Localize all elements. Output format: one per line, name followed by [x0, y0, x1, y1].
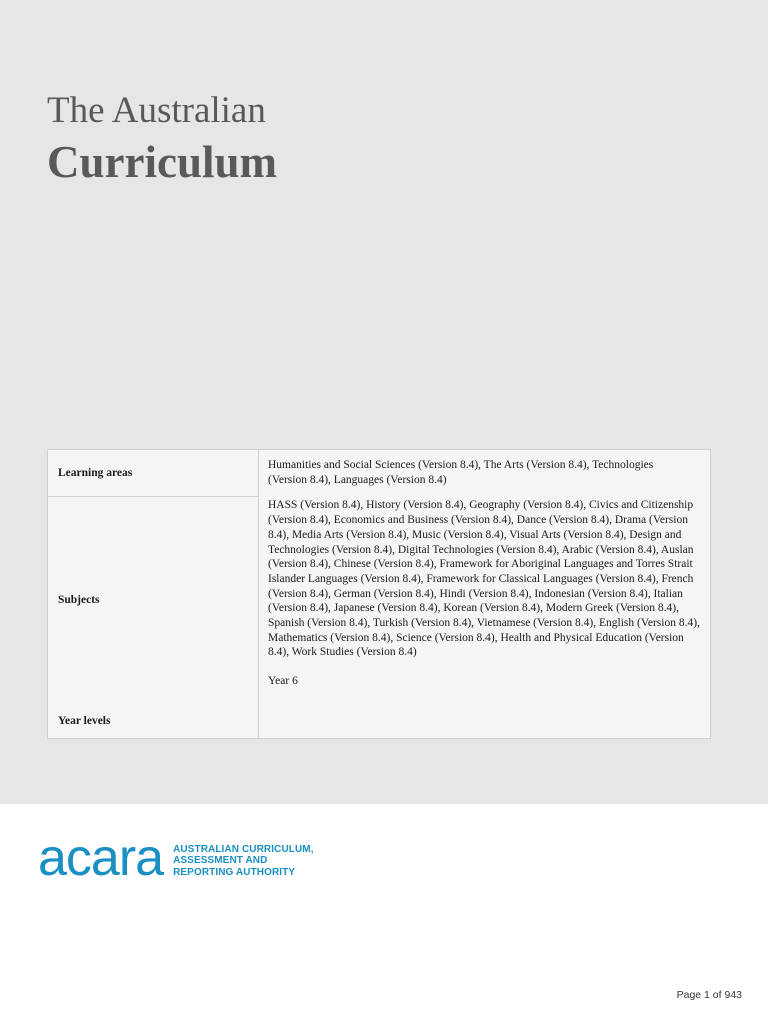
logo-tagline-line-2: ASSESSMENT AND [173, 855, 268, 867]
values-cell [259, 450, 711, 739]
acara-logo [38, 829, 314, 887]
page-number: Page 1 of 943 [676, 989, 742, 1001]
title-line-1: The Australian [47, 90, 266, 131]
logo-tagline-line-1: AUSTRALIAN CURRICULUM, [173, 843, 314, 855]
table-row-learning-areas [48, 450, 711, 497]
learning-areas-label: Learning areas [48, 450, 259, 497]
logo-tagline [173, 844, 314, 879]
curriculum-info-table [47, 449, 711, 739]
subjects-value: HASS (Version 8.4), History (Version 8.4), Geography (Version 8.4), Civics and Citizenship (Version 8.4), Economics and Business (Version 8.4), Dance (Version 8.4), Drama (Version 8.4), Media Arts (Version 8.4), Music (Version 8.4), Visual Arts (Version 8.4), Design and Technologies (Version 8.4), Digital Technologies (Version 8.4), Arabic (Version 8.4), Auslan (Version 8.4), Chinese (Version 8.4), Framework for Aboriginal Languages and Torres Strait Islander Languages (Version 8.4), Framework for Classical Languages (Version 8.4), French (Version 8.4), German (Version 8.4), Hindi (Version 8.4), Indonesian (Version 8.4), Italian (Version 8.4), Japanese (Version 8.4), Korean (Version 8.4), Modern Greek (Version 8.4), Spanish (Version 8.4), Turkish (Version 8.4), Vietnamese (Version 8.4), English (Version 8.4), Mathematics (Version 8.4), Science (Version 8.4), Health and Physical Education (Version 8.4), Work Studies (Version 8.4) [268, 499, 700, 659]
learning-areas-value: Humanities and Social Sciences (Version 8.4), The Arts (Version 8.4), Technologies (Version 8.4), Languages (Version 8.4) [268, 459, 654, 486]
year-levels-label: Year levels [48, 703, 259, 739]
title-line-2: Curriculum [47, 137, 277, 187]
logo-wordmark: acara [38, 829, 164, 887]
year-levels-value: Year 6 [268, 675, 298, 688]
subjects-label: Subjects [48, 497, 259, 704]
logo-tagline-line-3: REPORTING AUTHORITY [173, 866, 296, 878]
